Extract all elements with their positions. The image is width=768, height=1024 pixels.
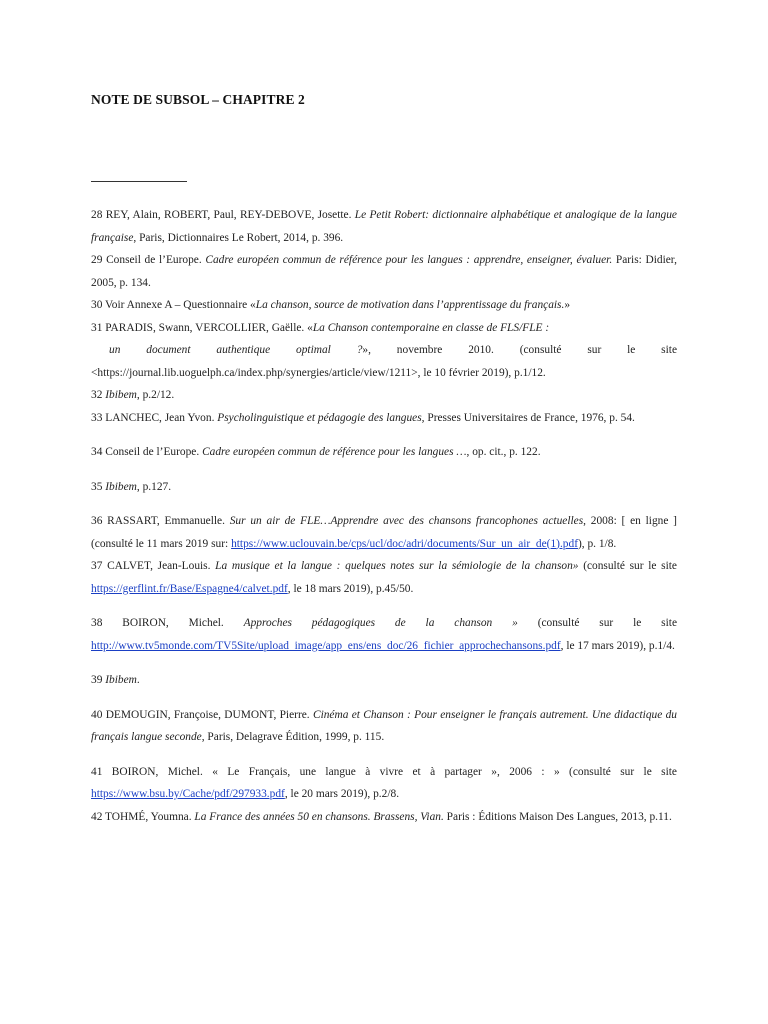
- footnote-details: , p.2/12.: [136, 389, 175, 401]
- footnote-number: 39: [91, 674, 103, 686]
- footnote-details: « Le Français, une langue à vivre et à partager », 2006 : » (consulté sur le site: [212, 765, 677, 778]
- footnote-details: , op. cit., p. 122.: [466, 446, 541, 458]
- footnote-number: 34: [91, 446, 103, 458]
- footnote-work-title: Sur un air de FLE…Apprendre avec des chansons francophones actuelles: [229, 515, 584, 527]
- footnote-42: [91, 806, 677, 829]
- footnote-authors: CALVET, Jean-Louis.: [107, 560, 211, 572]
- footnote-number: 29: [91, 254, 103, 266]
- footnote-31: [91, 317, 677, 340]
- footnote-number: 35: [91, 480, 103, 493]
- footnote-work-title: Le Petit Robert: dictionnaire alphabétique et analogique de la langue française: [91, 209, 677, 244]
- footnote-work-title: Psycholinguistique et pédagogie des langues,: [217, 411, 425, 424]
- footnote-number: 33: [91, 411, 103, 424]
- footnote-34: [91, 441, 677, 464]
- footnote-work-title: Ibibem: [105, 480, 137, 493]
- footnote-details: , Paris, Dictionnaires Le Robert, 2014, p. 396.: [133, 231, 344, 244]
- footnote-details: , p.127.: [136, 480, 172, 493]
- footnote-link[interactable]: https://gerflint.fr/Base/Espagne4/calvet.pdf: [91, 582, 288, 595]
- footnote-number: 31: [91, 321, 103, 334]
- footnote-details: , 2008: [ en ligne ] (consulté le 11 mars 2019 sur:: [91, 515, 677, 550]
- footnote-work-title: Cadre européen commun de référence pour les langues : apprendre, enseigner, évaluer.: [205, 254, 613, 266]
- footnote-28: [91, 204, 677, 249]
- footnote-work-title: La Chanson contemporaine en classe de FLS/FLE :: [312, 321, 550, 334]
- footnote-number: 30: [91, 299, 103, 311]
- footnote-29: [91, 249, 677, 294]
- footnote-work-title: La chanson, source de motivation dans l’apprentissage du français.: [255, 299, 565, 311]
- footnote-work-subtitle: un document authentique optimal ?: [109, 344, 363, 356]
- footnote-authors: Conseil de l’Europe.: [105, 446, 200, 458]
- page-title: NOTE DE SUBSOL – CHAPITRE 2: [91, 92, 305, 107]
- footnote-link[interactable]: http://www.tv5monde.com/TV5Site/upload_image/app_ens/ens_doc/26_fichier_approchechansons.pdf: [91, 639, 561, 652]
- footnote-work-title: Ibibem: [105, 389, 137, 401]
- footnote-31-continued: [91, 339, 677, 362]
- footnote-number: 38: [91, 617, 103, 629]
- footnote-36: [91, 510, 677, 555]
- footnote-details-end: , le 18 mars 2019), p.45/50.: [287, 582, 414, 595]
- footnote-details: (consulté sur le site: [537, 617, 677, 629]
- footnote-details-end: , le 20 mars 2019), p.2/8.: [284, 788, 400, 800]
- footnote-authors: RASSART, Emmanuelle.: [107, 515, 225, 527]
- footnote-details: (consulté sur le site: [583, 560, 677, 572]
- footnote-number: 42: [91, 810, 103, 823]
- footnote-30: [91, 294, 677, 317]
- footnote-work-title: La musique et la langue : quelques notes sur la sémiologie de la chanson»: [215, 560, 579, 572]
- footnote-work-title: Cadre européen commun de référence pour les langues …: [202, 446, 467, 458]
- footnote-number: 37: [91, 560, 103, 572]
- footnote-37: [91, 555, 677, 600]
- footnote-details: , Paris, Delagrave Édition, 1999, p. 115.: [201, 731, 385, 743]
- footnote-41: [91, 761, 677, 806]
- footnote-38: [91, 612, 677, 657]
- footnote-details-end: ), p. 1/8.: [577, 537, 617, 550]
- footnote-prefix: Voir Annexe A – Questionnaire «: [105, 299, 256, 311]
- footnote-authors: LANCHEC, Jean Yvon.: [105, 411, 215, 424]
- footnote-authors: BOIRON, Michel.: [122, 617, 224, 629]
- footnote-work-title: Cinéma et Chanson : Pour enseigner le français autrement. Une didactique du français langue seconde: [91, 708, 677, 743]
- footnote-35: [91, 476, 677, 499]
- footnote-suffix: »: [564, 299, 571, 311]
- footnote-details: », novembre 2010. (consulté sur le site: [362, 344, 677, 356]
- footnote-details: Presses Universitaires de France, 1976, p. 54.: [427, 411, 635, 424]
- footnote-url-text: <https://journal.lib.uoguelph.ca/index.php/synergies/article/view/1211>, le 10 février 2019), p.1/12.: [91, 366, 546, 379]
- footnote-number: 36: [91, 515, 103, 527]
- footnote-details: Paris : Éditions Maison Des Langues, 2013, p.11.: [446, 810, 672, 823]
- footnote-details: Paris: Didier, 2005, p. 134.: [91, 254, 677, 289]
- footnote-31-source: [91, 362, 677, 385]
- footnote-separator: [91, 181, 187, 182]
- footnote-33: [91, 407, 677, 430]
- footnote-39: [91, 669, 677, 692]
- footnote-authors: BOIRON, Michel.: [111, 765, 203, 778]
- footnote-authors: REY, Alain, ROBERT, Paul, REY-DEBOVE, Josette.: [105, 209, 352, 221]
- footnotes-list: [91, 204, 677, 828]
- footnote-32: [91, 384, 677, 407]
- footnote-work-title: La France des années 50 en chansons. Brassens, Vian.: [194, 810, 444, 823]
- footnote-authors: DEMOUGIN, Françoise, DUMONT, Pierre.: [105, 708, 310, 721]
- footnote-work-title: Approches pédagogiques de la chanson »: [243, 617, 518, 629]
- footnote-authors: PARADIS, Swann, VERCOLLIER, Gaëlle. «: [105, 321, 313, 334]
- footnote-number: 32: [91, 389, 103, 401]
- footnote-number: 40: [91, 708, 103, 721]
- footnote-number: 41: [91, 765, 103, 778]
- footnote-details-end: , le 17 mars 2019), p.1/4.: [560, 639, 675, 652]
- footnote-link[interactable]: https://www.bsu.by/Cache/pdf/297933.pdf: [91, 788, 285, 800]
- footnote-link[interactable]: https://www.uclouvain.be/cps/ucl/doc/adri/documents/Sur_un_air_de(1).pdf: [231, 537, 578, 550]
- footnote-work-title: Ibibem: [105, 674, 137, 686]
- footnote-authors: TOHMÉ, Youmna.: [105, 810, 192, 823]
- footnote-authors: Conseil de l’Europe.: [106, 254, 202, 266]
- footnote-number: 28: [91, 209, 103, 221]
- footnote-details: .: [136, 674, 140, 686]
- footnote-40: [91, 704, 677, 749]
